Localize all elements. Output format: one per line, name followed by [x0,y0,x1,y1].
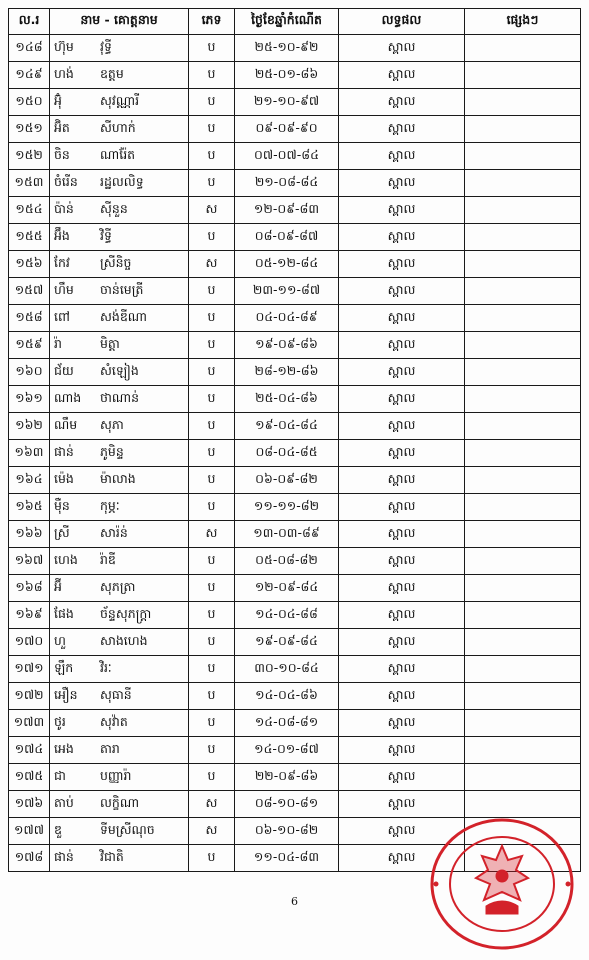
row-name [50,791,189,818]
row-result: ស្ពាល [339,305,465,332]
row-gender: ប [189,548,235,575]
header-name: នាម - គោត្តនាម [50,9,189,35]
row-surname: ផាន់ [54,443,74,459]
row-number: ១៧៨ [9,845,50,872]
row-surname: រ៉ា [54,335,62,351]
row-surname: ហង់ [54,65,74,81]
row-given-name: វិរៈ [100,659,112,675]
row-surname: ពៅ [54,308,70,324]
row-number: ១៦៦ [9,521,50,548]
row-result: ស្ពាល [339,413,465,440]
row-date-of-birth: ៣០-១០-៨៤ [235,656,339,683]
row-number: ១៥២ [9,143,50,170]
row-result: ស្ពាល [339,710,465,737]
row-result: ស្ពាល [339,629,465,656]
row-date-of-birth: ២៥-១០-៩២ [235,35,339,62]
row-result: ស្ពាល [339,440,465,467]
row-gender: ប [189,710,235,737]
row-number: ១៦១ [9,386,50,413]
row-surname: ឌួ [54,821,62,837]
row-gender: ប [189,359,235,386]
row-name [50,656,189,683]
row-name [50,35,189,62]
row-gender: ប [189,845,235,872]
row-given-name: ណារ៉ែត [100,146,136,162]
row-result: ស្ពាល [339,116,465,143]
table-row [9,440,581,467]
row-gender: ប [189,764,235,791]
row-number: ១៦២ [9,413,50,440]
row-given-name: ថាណាន់ [100,389,140,405]
row-date-of-birth: ១១-០៤-៨៣ [235,845,339,872]
row-date-of-birth: ២៥-០៤-៨៦ [235,386,339,413]
table-row [9,791,581,818]
row-surname: អ៊ុំ [54,92,62,108]
row-surname: ណឹម [54,416,78,432]
row-gender: ប [189,62,235,89]
row-date-of-birth: ០៧-០៧-៨៤ [235,143,339,170]
row-date-of-birth: ១៩-០៤-៨៤ [235,413,339,440]
row-surname: ប៉ាន់ [54,200,74,216]
row-given-name: ទីមស្រីណុច [100,821,155,837]
row-given-name: រ៉ាឌី [100,551,116,567]
row-given-name: ឧត្តម [100,65,124,81]
row-name [50,89,189,116]
row-gender: ប [189,170,235,197]
row-surname: ថូរ [54,713,66,729]
row-number: ១៦៨ [9,575,50,602]
row-gender: ប [189,89,235,116]
row-name [50,332,189,359]
row-number: ១៥០ [9,89,50,116]
row-date-of-birth: ០៨-០៩-៨៧ [235,224,339,251]
row-other [465,629,581,656]
row-name [50,521,189,548]
row-other [465,224,581,251]
row-other [465,359,581,386]
row-name [50,764,189,791]
table-row [9,35,581,62]
row-surname: ផែង [54,605,74,621]
table-row [9,143,581,170]
row-other [465,62,581,89]
table-row [9,359,581,386]
header-gender: ភេទ [189,9,235,35]
row-surname: អ៊ិត [54,119,70,135]
row-result: ស្ពាល [339,683,465,710]
row-result: ស្ពាល [339,35,465,62]
row-other [465,737,581,764]
row-other [465,305,581,332]
row-given-name: ភូមិន្ទ [100,443,124,459]
row-surname: ម៉េង [54,470,74,486]
row-result: ស្ពាល [339,548,465,575]
row-number: ១៦៧ [9,548,50,575]
table-row [9,737,581,764]
row-name [50,413,189,440]
row-given-name: មិត្តា [100,335,120,351]
row-result: ស្ពាល [339,521,465,548]
table-row [9,602,581,629]
seal-emblem [476,846,528,914]
row-surname: ហួ [54,632,66,648]
row-given-name: បញ្ញារ៉ា [100,767,132,783]
table-row [9,683,581,710]
row-given-name: វិទ្ធី [100,227,112,243]
table-row [9,305,581,332]
row-date-of-birth: ២១-០៨-៨៤ [235,170,339,197]
row-surname: ស្រី [54,524,70,540]
row-date-of-birth: ០៩-០៩-៩០ [235,116,339,143]
row-other [465,548,581,575]
row-date-of-birth: ២១-១០-៩៧ [235,89,339,116]
row-name [50,62,189,89]
row-number: ១៤៨ [9,35,50,62]
row-name [50,359,189,386]
row-name [50,548,189,575]
row-result: ស្ពាល [339,359,465,386]
row-result: ស្ពាល [339,278,465,305]
row-gender: ប [189,683,235,710]
table-row [9,116,581,143]
table-row [9,629,581,656]
table-row [9,656,581,683]
row-surname: ហេង [54,551,78,567]
row-gender: ប [189,602,235,629]
row-name [50,251,189,278]
row-other [465,89,581,116]
row-name [50,197,189,224]
row-other [465,170,581,197]
row-date-of-birth: ០៨-១០-៨១ [235,791,339,818]
row-other [465,413,581,440]
row-surname: ម៉ឺន [54,497,70,513]
row-number: ១៥៩ [9,332,50,359]
row-date-of-birth: ០៤-០៤-៨៩ [235,305,339,332]
row-date-of-birth: ០៦-១០-៨២ [235,818,339,845]
row-number: ១៥៤ [9,197,50,224]
row-surname: អេង [54,740,74,756]
row-result: ស្ពាល [339,764,465,791]
row-surname: ហឹម [54,281,74,297]
row-given-name: សីហាក់ [100,119,136,135]
row-other [465,602,581,629]
row-given-name: សំឡៀង [100,362,139,378]
row-given-name: តារា [100,740,120,756]
row-gender: ប [189,224,235,251]
row-gender: ប [189,440,235,467]
row-number: ១៦៣ [9,440,50,467]
row-number: ១៦៩ [9,602,50,629]
row-result: ស្ពាល [339,197,465,224]
row-given-name: ម៉ាលាង [100,470,136,486]
row-name [50,737,189,764]
row-gender: ស [189,818,235,845]
row-given-name: សុភត្រា [100,578,136,594]
row-result: ស្ពាល [339,656,465,683]
row-result: ស្ពាល [339,467,465,494]
row-number: ១៥៨ [9,305,50,332]
row-name [50,224,189,251]
row-name [50,143,189,170]
table-row [9,413,581,440]
table-row [9,548,581,575]
row-gender: ប [189,656,235,683]
row-number: ១៥១ [9,116,50,143]
row-surname: ចិន [54,146,70,162]
row-surname: ចំរើន [54,173,78,189]
row-number: ១៧០ [9,629,50,656]
row-result: ស្ពាល [339,143,465,170]
row-gender: ស [189,521,235,548]
row-gender: ស [189,791,235,818]
row-result: ស្ពាល [339,791,465,818]
row-result: ស្ពាល [339,845,465,872]
row-given-name: សារ៉ន់ [100,524,128,540]
row-date-of-birth: ១៩-០៩-៨៦ [235,332,339,359]
row-given-name: លក្ខិណា [100,794,140,810]
table-row [9,575,581,602]
row-number: ១៧៤ [9,737,50,764]
row-other [465,386,581,413]
row-number: ១៤៩ [9,62,50,89]
row-name [50,710,189,737]
row-date-of-birth: ១៤-០៤-៨៨ [235,602,339,629]
table-row [9,251,581,278]
row-result: ស្ពាល [339,332,465,359]
row-other [465,278,581,305]
row-surname: ឡឹក [54,659,74,675]
row-name [50,629,189,656]
table-row [9,494,581,521]
row-date-of-birth: ១៤-០៨-៨១ [235,710,339,737]
row-given-name: សុវណ្ណារី [100,92,140,108]
row-number: ១៦៤ [9,467,50,494]
row-name [50,386,189,413]
page-number: 6 [291,895,298,908]
row-number: ១៧៥ [9,764,50,791]
row-number: ១៧៦ [9,791,50,818]
table-body [9,35,581,872]
row-number: ១៦០ [9,359,50,386]
row-other [465,35,581,62]
row-given-name: សុភា [100,416,124,432]
row-result: ស្ពាល [339,386,465,413]
row-number: ១៦៥ [9,494,50,521]
row-other [465,116,581,143]
table-row [9,170,581,197]
row-date-of-birth: ២៣-១១-៨៧ [235,278,339,305]
row-gender: ប [189,305,235,332]
row-result: ស្ពាល [339,251,465,278]
row-result: ស្ពាល [339,224,465,251]
header-number: ល.រ [9,9,50,35]
row-given-name: រដ្ឋលលិទ្ធ [100,173,144,189]
row-name [50,305,189,332]
row-gender: ប [189,35,235,62]
row-other [465,791,581,818]
row-date-of-birth: ០៨-០៤-៨៥ [235,440,339,467]
row-number: ១៥៣ [9,170,50,197]
row-other [465,440,581,467]
table-row [9,764,581,791]
table-row [9,224,581,251]
row-surname: កែវ [54,254,70,270]
row-date-of-birth: ១៩-០៩-៨៤ [235,629,339,656]
row-surname: ជ័យ [54,362,74,378]
row-other [465,764,581,791]
row-given-name: សុធានី [100,686,132,702]
table-header-row [9,9,581,35]
header-other: ផ្សេងៗ [465,9,581,35]
row-other [465,683,581,710]
row-date-of-birth: ១៣-០៣-៨៩ [235,521,339,548]
row-other [465,251,581,278]
row-date-of-birth: ២៨-១២-៨៦ [235,359,339,386]
row-gender: ប [189,143,235,170]
row-result: ស្ពាល [339,737,465,764]
row-other [465,143,581,170]
row-result: ស្ពាល [339,602,465,629]
row-surname: អ៊ឹង [54,227,70,243]
row-number: ១៧៣ [9,710,50,737]
row-surname: អ៊ី [54,578,62,594]
row-gender: ប [189,278,235,305]
table-row [9,467,581,494]
row-name [50,845,189,872]
row-date-of-birth: ២៥-០១-៨៦ [235,62,339,89]
row-name [50,467,189,494]
row-name [50,683,189,710]
table-row [9,62,581,89]
row-date-of-birth: ១៤-០១-៨៧ [235,737,339,764]
row-surname: ជា [54,767,66,783]
table-row [9,332,581,359]
row-gender: ស [189,197,235,224]
row-date-of-birth: ១២-០៩-៨៤ [235,575,339,602]
row-given-name: ស្រីនិច្ច [100,254,132,270]
row-result: ស្ពាល [339,170,465,197]
row-given-name: វុទ្ធី [100,38,112,54]
row-date-of-birth: ១២-០៩-៨៣ [235,197,339,224]
row-given-name: សាងហេង [100,632,148,648]
row-gender: ប [189,413,235,440]
row-name [50,116,189,143]
official-seal-stamp [428,816,576,952]
table-row [9,89,581,116]
row-date-of-birth: ២២-០៩-៨៦ [235,764,339,791]
table-row [9,710,581,737]
row-date-of-birth: ១១-១១-៨២ [235,494,339,521]
row-result: ស្ពាល [339,494,465,521]
row-gender: ប [189,116,235,143]
row-number: ១៥៧ [9,278,50,305]
row-result: ស្ពាល [339,89,465,116]
row-gender: ប [189,467,235,494]
row-surname: ហ៊ុម [54,38,74,54]
row-given-name: វិជាតិ [100,848,124,864]
row-other [465,494,581,521]
row-other [465,332,581,359]
results-table [8,8,581,872]
row-date-of-birth: ០៥-១២-៨៤ [235,251,339,278]
row-other [465,197,581,224]
table-row [9,278,581,305]
table-row [9,386,581,413]
header-date-of-birth: ថ្ងៃខែឆ្នាំកំណើត [235,9,339,35]
row-gender: ប [189,737,235,764]
row-name [50,278,189,305]
row-date-of-birth: ០៥-០៨-៨២ [235,548,339,575]
row-name [50,818,189,845]
row-gender: ប [189,386,235,413]
header-result: លទ្ធផល [339,9,465,35]
table-row [9,197,581,224]
row-result: ស្ពាល [339,62,465,89]
row-result: ស្ពាល [339,575,465,602]
row-result: ស្ពាល [339,818,465,845]
row-gender: ប [189,332,235,359]
row-given-name: ចាន់មេត្រី [100,281,144,297]
row-date-of-birth: ០៦-០៩-៨២ [235,467,339,494]
row-surname: តាប់ [54,794,74,810]
row-gender: ប [189,575,235,602]
row-other [465,710,581,737]
row-given-name: ច័ន្ទសុភក្ត្រា [100,605,152,621]
row-other [465,575,581,602]
row-gender: ប [189,494,235,521]
row-other [465,521,581,548]
row-date-of-birth: ១៤-០៤-៨៦ [235,683,339,710]
row-name [50,170,189,197]
row-given-name: កុម្ភៈ [100,497,120,513]
row-other [465,467,581,494]
row-name [50,602,189,629]
row-name [50,440,189,467]
row-given-name: ស៊ីនួន [100,200,128,216]
row-number: ១៥៦ [9,251,50,278]
row-surname: អឿន [54,686,78,702]
row-other [465,656,581,683]
table-row [9,521,581,548]
row-name [50,494,189,521]
row-number: ១៧២ [9,683,50,710]
row-given-name: សង់ឌីណា [100,308,147,324]
row-number: ១៧៧ [9,818,50,845]
row-number: ១៥៥ [9,224,50,251]
row-given-name: សុវ៉ាត [100,713,128,729]
row-gender: ប [189,629,235,656]
row-surname: ផាន់ [54,848,74,864]
row-number: ១៧១ [9,656,50,683]
row-surname: ណាង [54,389,82,405]
row-gender: ស [189,251,235,278]
row-name [50,575,189,602]
